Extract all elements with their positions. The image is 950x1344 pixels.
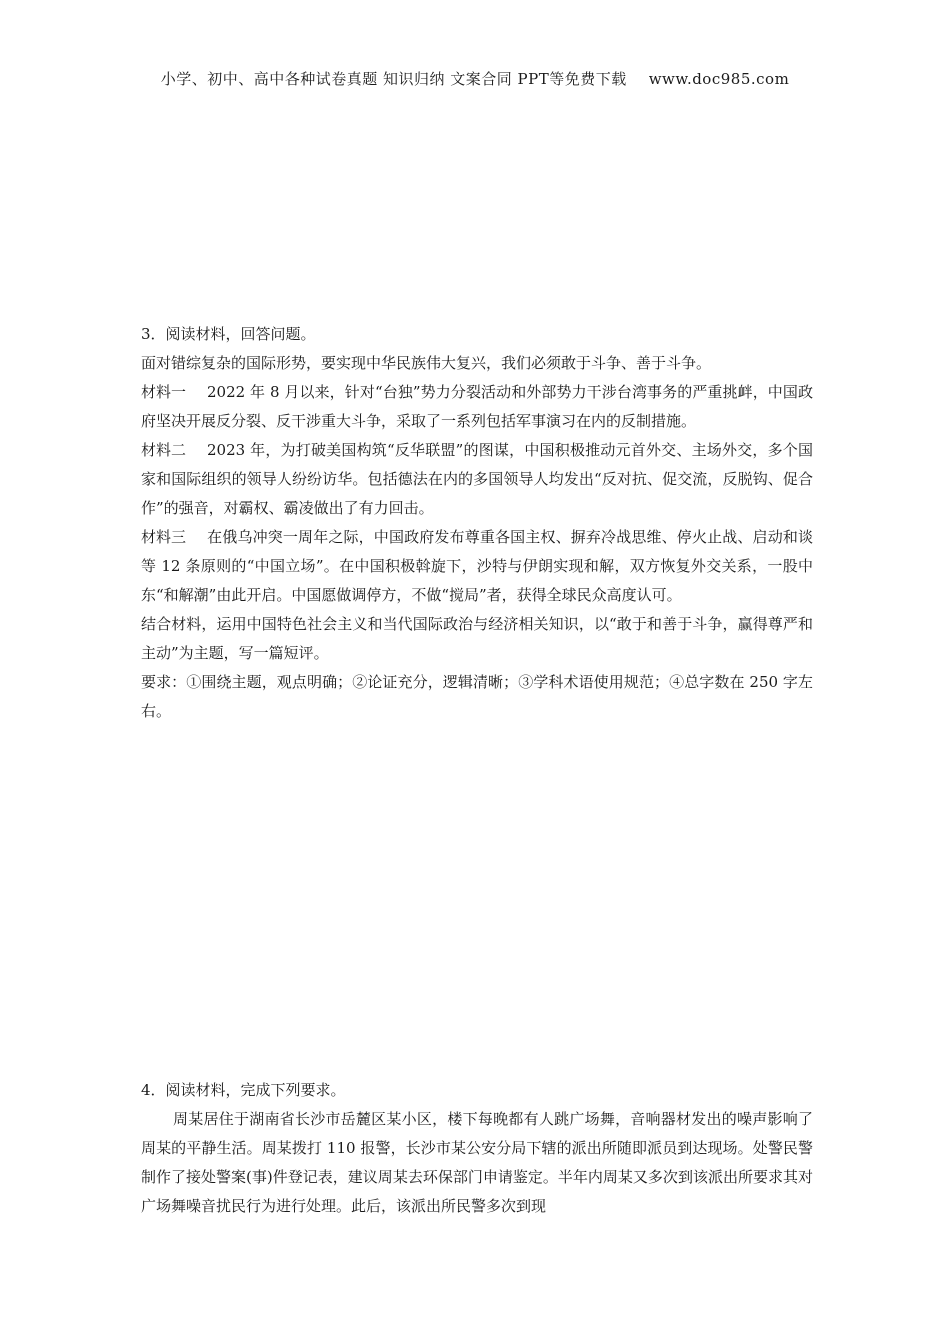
header-url: www.doc985.com	[648, 70, 790, 88]
question-3-intro: 面对错综复杂的国际形势，要实现中华民族伟大复兴，我们必须敢于斗争、善于斗争。	[141, 354, 712, 372]
material-2-label: 材料二	[141, 441, 187, 459]
question-3-title: 3．阅读材料，回答问题。	[141, 325, 316, 343]
header-text: 小学、初中、高中各种试卷真题 知识归纳 文案合同 PPT等免费下载	[160, 70, 627, 88]
question-3	[141, 320, 813, 726]
material-1-text: 2022 年 8 月以来，针对“台独”势力分裂活动和外部势力干涉台湾事务的严重挑衅，中国政府坚决开展反分裂、反干涉重大斗争，采取了一系列包括军事演习在内的反制措施。	[141, 383, 813, 430]
question-4-title: 4．阅读材料，完成下列要求。	[141, 1081, 346, 1099]
question-4-paragraph: 周某居住于湖南省长沙市岳麓区某小区，楼下每晚都有人跳广场舞，音响器材发出的噪声影响了周某的平静生活。周某拨打 110 报警，长沙市某公安分局下辖的派出所随即派员到达现场。处警民警制作了接处警案(事)件登记表，建议周某去环保部门申请鉴定。半年内周某又多次到该派出所要求其对广场舞噪音扰民行为进行处理。此后，该派出所民警多次到现	[141, 1110, 813, 1215]
material-1	[141, 378, 813, 436]
material-1-label: 材料一	[141, 383, 187, 401]
material-3	[141, 523, 813, 610]
material-3-text: 在俄乌冲突一周年之际，中国政府发布尊重各国主权、摒弃冷战思维、停火止战、启动和谈等 12 条原则的“中国立场”。在中国积极斡旋下，沙特与伊朗实现和解，双方恢复外交关系，一股中东“和解潮”由此开启。中国愿做调停方，不做“搅局”者，获得全球民众高度认可。	[141, 528, 813, 604]
material-2	[141, 436, 813, 523]
question-3-task: 结合材料，运用中国特色社会主义和当代国际政治与经济相关知识，以“敢于和善于斗争，赢得尊严和主动”为主题，写一篇短评。	[141, 615, 813, 662]
material-3-label: 材料三	[141, 528, 187, 546]
question-3-requirements: 要求：①围绕主题，观点明确；②论证充分，逻辑清晰；③学科术语使用规范；④总字数在 250 字左右。	[141, 673, 813, 720]
page-header	[0, 68, 950, 89]
material-2-text: 2023 年，为打破美国构筑“反华联盟”的图谋，中国积极推动元首外交、主场外交，多个国家和国际组织的领导人纷纷访华。包括德法在内的多国领导人均发出“反对抗、促交流，反脱钩、促合作”的强音，对霸权、霸凌做出了有力回击。	[141, 441, 813, 517]
question-4	[141, 1076, 813, 1221]
